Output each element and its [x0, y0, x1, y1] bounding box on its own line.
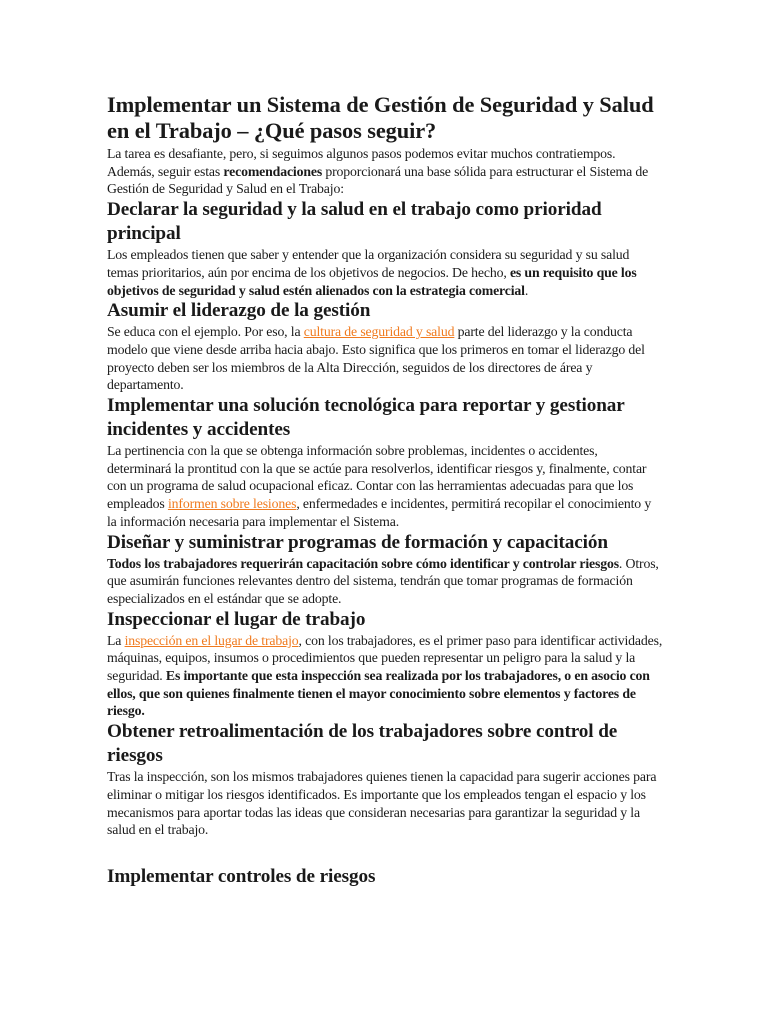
paragraph-text: Se educa con el ejemplo. Por eso, la — [107, 324, 304, 340]
document-page — [107, 92, 663, 889]
page-title: Implementar un Sistema de Gestión de Seguridad y Salud en el Trabajo – ¿Qué pasos seguir? — [107, 92, 654, 143]
paragraph-bold: Es importante que esta inspección sea realizada por los trabajadores, o en asocio con ellos, que son quienes finalmente tienen el mayor conocimiento sobre elementos y factores de riesgo. — [107, 668, 650, 719]
paragraph-text-mid: , con los trabajadores, es el primer paso para identificar actividades, máquinas, equipos, insumos o procedimientos que pueden representar un peligro para la salud y la seguridad. — [107, 632, 663, 684]
paragraph-bold: Todos los trabajadores requerirán capacitación sobre cómo identificar y controlar riesgos — [107, 555, 619, 571]
section-heading: Declarar la seguridad y la salud en el trabajo como prioridad principal — [107, 199, 602, 245]
paragraph-text: . Otros, que asumirán funciones relevantes dentro del sistema, tendrán que tomar programas de formación especializados en el estándar que se adopte. — [107, 555, 659, 606]
section-paragraph — [107, 323, 663, 394]
section-heading: Diseñar y suministrar programas de formación y capacitación — [107, 531, 608, 553]
section-inspection — [107, 608, 663, 721]
paragraph-bold: es un requisito que los objetivos de seguridad y salud estén alienados con la estrategia comercial — [107, 264, 637, 298]
paragraph-text: La pertinencia con la que se obtenga información sobre problemas, incidentes o accidentes, determinará la prontitud con la que se actúe para resolverlos, identificar riesgos y, finalmente, contar con un programa de salud ocupacional eficaz. Contar con las herramientas adecuadas para que los empleados — [107, 443, 647, 512]
intro-paragraph — [107, 145, 663, 198]
intro-bold: recomendaciones — [223, 163, 323, 179]
paragraph-text-end: , enfermedades e incidentes, permitirá recopilar el conocimiento y la información necesaria para implementar el Sistema. — [107, 496, 652, 529]
paragraph-text: La — [107, 632, 125, 648]
section-paragraph — [107, 442, 663, 531]
section-leadership — [107, 299, 663, 394]
section-heading: Inspeccionar el lugar de trabajo — [107, 608, 366, 630]
section-heading: Obtener retroalimentación de los trabajadores sobre control de riesgos — [107, 721, 618, 767]
paragraph-text-end: parte del liderazgo y la conducta modelo que viene desde arriba hacia abajo. Esto significa que los primeros en tomar el liderazgo del proyecto deben ser los miembros de la Alta Dirección, seguidos de los directores de área y departamento. — [107, 324, 645, 393]
link-informen-lesiones[interactable]: informen sobre lesiones — [167, 496, 297, 512]
section-feedback — [107, 720, 663, 839]
section-risk-controls — [107, 865, 663, 889]
section-training — [107, 531, 663, 608]
paragraph-text-end: . — [524, 282, 529, 298]
paragraph-text: Tras la inspección, son los mismos trabajadores quienes tienen la capacidad para sugerir acciones para eliminar o mitigar los riesgos identificados. Es importante que los empleados tengan el espacio y los mecanismos para aportar todas las ideas que consideran necesarias para garantizar la seguridad y la salud en el trabajo. — [107, 769, 657, 838]
section-priority — [107, 198, 663, 299]
link-cultura-seguridad[interactable]: cultura de seguridad y salud — [303, 324, 455, 340]
section-heading: Asumir el liderazgo de la gestión — [107, 300, 371, 322]
section-paragraph — [107, 246, 663, 299]
section-paragraph — [107, 768, 663, 839]
section-paragraph — [107, 632, 663, 721]
section-paragraph — [107, 555, 663, 608]
link-inspeccion-lugar[interactable]: inspección en el lugar de trabajo — [124, 632, 299, 648]
section-technology — [107, 394, 663, 531]
intro-text: La tarea es desafiante, pero, si seguimos algunos pasos podemos evitar muchos contratiempos. Además, seguir estas — [107, 146, 616, 179]
section-heading: Implementar una solución tecnológica para reportar y gestionar incidentes y accidentes — [107, 395, 625, 441]
intro-text-2: proporcionará una base sólida para estructurar el Sistema de Gestión de Seguridad y Salud en el Trabajo: — [107, 163, 649, 197]
section-heading: Implementar controles de riesgos — [107, 865, 376, 887]
paragraph-text: Los empleados tienen que saber y entender que la organización considera su seguridad y su salud temas prioritarios, aún por encima de los objetivos de negocios. De hecho, — [107, 247, 630, 280]
